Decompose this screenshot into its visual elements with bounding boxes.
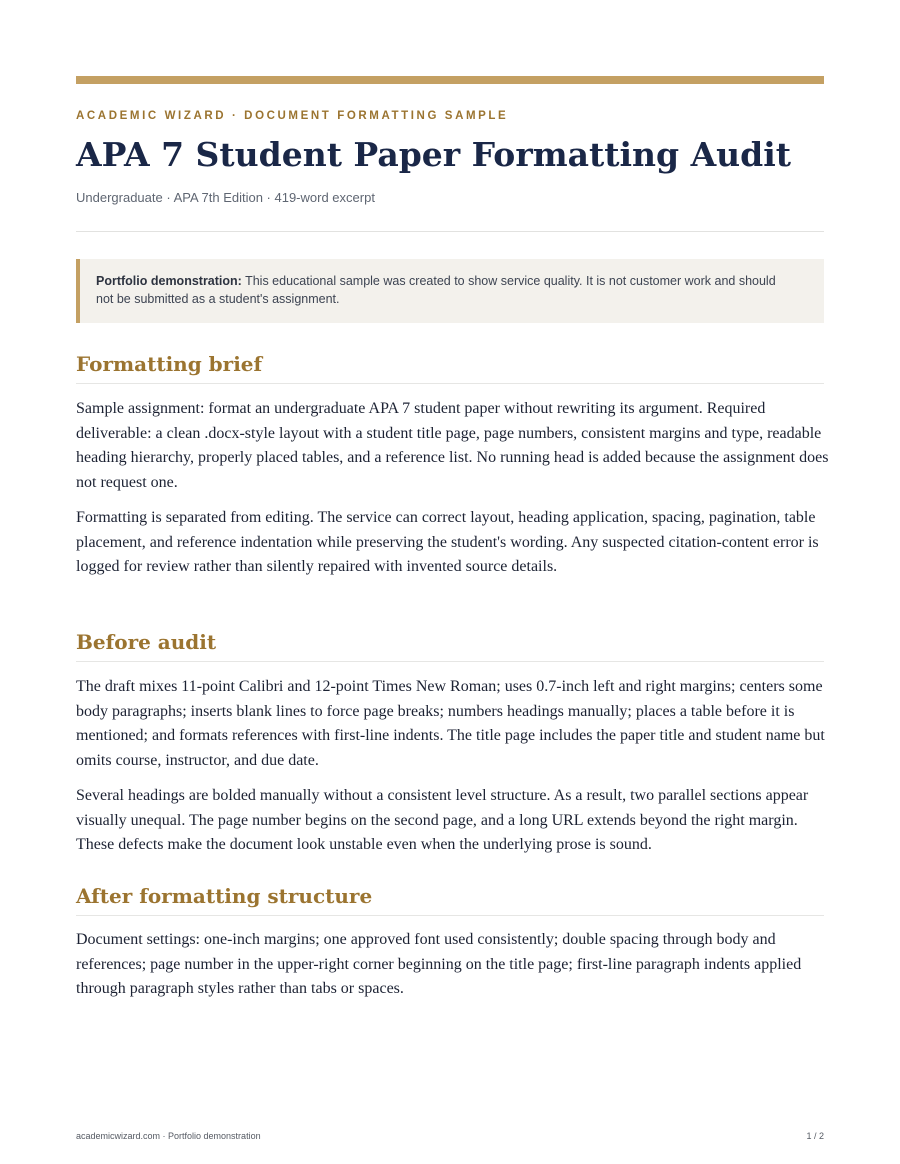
top-accent-rule	[76, 76, 824, 84]
page-title: APA 7 Student Paper Formatting Audit	[76, 135, 792, 174]
eyebrow-label: ACADEMIC WIZARD · DOCUMENT FORMATTING SAMPLE	[76, 110, 509, 122]
notice-text: This educational sample was created to show service quality. It is not customer work and should not be submitted as a student's assignment.	[96, 274, 776, 306]
section-heading-after-formatting: After formatting structure	[76, 882, 824, 916]
paragraph-formatting-brief-1: Sample assignment: format an undergraduate APA 7 student paper without rewriting its argument. Required deliverable: a clean .docx-style layout with a student title page, page numbers, consistent margins and type, readable heading hierarchy, properly placed tables, and a reference list. No running head is added because the assignment does not request one.	[76, 400, 829, 491]
paragraph-formatting-brief-2: Formatting is separated from editing. The service can correct layout, heading application, spacing, pagination, table placement, and reference indentation while preserving the student's wording. Any suspected citation-content error is logged for review rather than silently repaired with invented source details.	[76, 509, 819, 575]
footer-page-number: 1 / 2	[806, 1131, 824, 1141]
paragraph-before-audit-1: The draft mixes 11-point Calibri and 12-point Times New Roman; uses 0.7-inch left and right margins; centers some body paragraphs; inserts blank lines to force page breaks; numbers headings manually; places a table before it is mentioned; and formats references with first-line indents. The title page includes the paper title and student name but omits course, instructor, and due date.	[76, 678, 825, 769]
paragraph-before-audit-2: Several headings are bolded manually without a consistent level structure. As a result, two parallel sections appear visually unequal. The page number begins on the second page, and a long URL extends beyond the right margin. These defects make the document look unstable even when the underlying prose is sound.	[76, 787, 809, 853]
paragraph-after-formatting-1: Document settings: one-inch margins; one approved font used consistently; double spacing through body and references; page number in the upper-right corner beginning on the title page; first-line paragraph indents applied through paragraph styles rather than tabs or spaces.	[76, 931, 802, 997]
document-meta: Undergraduate · APA 7th Edition · 419-word excerpt	[76, 190, 375, 205]
section-heading-formatting-brief: Formatting brief	[76, 350, 824, 384]
notice-label: Portfolio demonstration:	[96, 274, 242, 288]
portfolio-notice	[76, 259, 824, 323]
footer-site-label: academicwizard.com · Portfolio demonstration	[76, 1131, 261, 1141]
section-heading-before-audit: Before audit	[76, 628, 824, 662]
header-divider	[76, 231, 824, 232]
